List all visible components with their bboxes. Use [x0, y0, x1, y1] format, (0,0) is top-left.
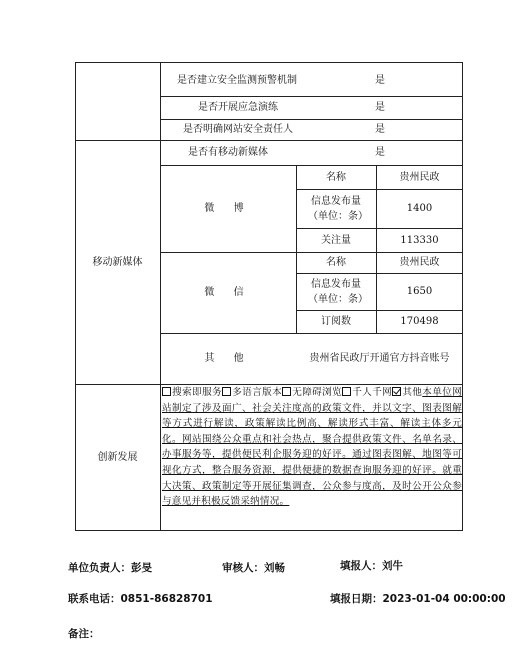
weibo-pub-label: 信息发布量（单位：条） [308, 195, 368, 222]
weibo-name-value: 贵州民政 [399, 171, 440, 183]
weibo-label: 微 博 [204, 203, 252, 214]
option-search-service[interactable]: 搜索即服务 [162, 387, 222, 398]
section-mobile-label: 移动新媒体 [92, 256, 143, 268]
remarks: 备注： [68, 628, 100, 640]
reviewer: 审核人：刘畅 [222, 562, 285, 574]
weixin-name-value: 贵州民政 [399, 257, 440, 268]
option-personalized[interactable]: 千人千网 [342, 387, 392, 398]
unit-leader: 单位负责人：彭旻 [68, 562, 152, 574]
weixin-label: 微 信 [204, 287, 252, 298]
weixin-pub-value: 1650 [406, 286, 433, 297]
weixin-pub-label: 信息发布量（单位：条） [308, 278, 368, 305]
weibo-pub-value: 1400 [406, 203, 433, 214]
innovation-content [162, 385, 462, 510]
row-label-mobile: 是否有移动新媒体 [188, 147, 268, 158]
row-label-drill: 是否开展应急演练 [198, 102, 278, 113]
checkbox-icon[interactable] [282, 387, 291, 396]
weibo-name-label: 名称 [326, 171, 346, 183]
checkbox-icon[interactable] [162, 387, 171, 396]
weixin-sub-value: 170498 [400, 316, 439, 327]
checked-checkbox-icon[interactable] [392, 387, 401, 396]
other-value: 贵州省民政厅开通官方抖音账号 [309, 353, 450, 364]
option-other[interactable]: 其他 [392, 387, 422, 398]
row-value-monitoring: 是 [375, 74, 385, 86]
checkbox-icon[interactable] [342, 387, 351, 396]
innovation-text: 本单位网站制定了涉及面广、社会关注度高的政策文件，并以文字、图表图解等方式进行解读，政策解读比例高、解读形式丰富、解读主体多元化。网站围绕公众重点和社会热点，聚合提供政策文件、名单名录、办事服务等，提供便民利企服务迎的好评。通过图表图解、地图等可视化方式，整合服务资源，提供便捷的数据查询服务迎的好评。就重大决策、政策制定等开展征集调查，公众参与度高，及时公开公众参与意见并积极反馈采纳情况。 [162, 387, 462, 508]
contact-phone: 联系电话：0851-86828701 [68, 593, 213, 605]
row-value-mobile: 是 [375, 147, 385, 158]
row-value-drill: 是 [375, 102, 385, 113]
weibo-follow-value: 113330 [400, 234, 439, 246]
row-value-responsible: 是 [375, 124, 385, 135]
innovation-label: 创新发展 [97, 452, 138, 463]
other-label: 其 他 [204, 353, 252, 364]
option-accessibility[interactable]: 无障碍浏览 [282, 387, 342, 398]
row-label-monitoring: 是否建立安全监测预警机制 [177, 74, 297, 86]
filler: 填报人：刘牛 [340, 560, 403, 572]
checkbox-icon[interactable] [222, 387, 231, 396]
row-label-responsible: 是否明确网站安全责任人 [183, 124, 293, 135]
weixin-name-label: 名称 [326, 257, 346, 268]
fill-date: 填报日期：2023-01-04 00:00:00 [330, 593, 506, 605]
weibo-follow-label: 关注量 [321, 234, 351, 246]
weixin-sub-label: 订阅数 [321, 316, 351, 327]
option-multilingual[interactable]: 多语言版本 [222, 387, 282, 398]
